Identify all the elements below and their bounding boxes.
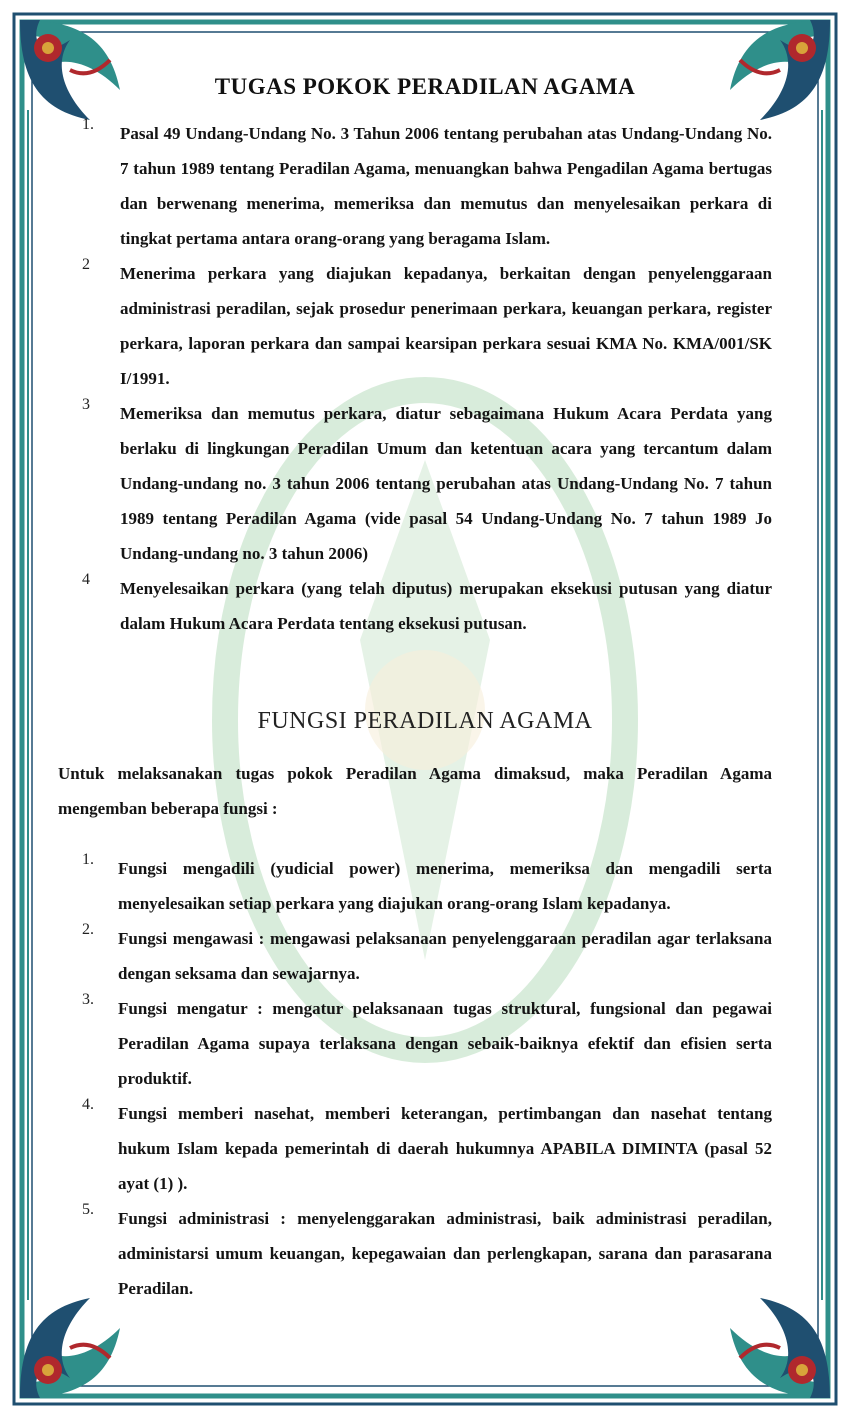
list-item xyxy=(82,571,772,641)
list-item-number: 3. xyxy=(82,991,94,1008)
tugas-pokok-title: TUGAS POKOK PERADILAN AGAMA xyxy=(214,74,636,99)
list-item xyxy=(82,921,772,991)
list-item-number: 2 xyxy=(82,256,90,273)
list-item-text: Fungsi memberi nasehat, memberi keterangan, pertimbangan dan nasehat tentang hukum Islam kepada pemerintah di daerah hukumnya APABILA DIMINTA (pasal 52 ayat (1) ). xyxy=(118,1104,772,1193)
list-item xyxy=(82,1201,772,1306)
list-item xyxy=(82,396,772,571)
list-item-number: 4. xyxy=(82,1096,94,1113)
list-item xyxy=(82,991,772,1096)
list-item-number: 4 xyxy=(82,571,90,588)
list-item-number: 1. xyxy=(82,851,94,868)
tugas-pokok-list xyxy=(82,116,772,641)
list-item xyxy=(82,256,772,396)
list-item-text: Fungsi administrasi : menyelenggarakan administrasi, baik administrasi peradilan, administarsi umum keuangan, kepegawaian dan perlengkapan, sarana dan parasarana Peradilan. xyxy=(118,1209,772,1298)
list-item-text: Fungsi mengatur : mengatur pelaksanaan tugas struktural, fungsional dan pegawai Peradilan Agama supaya terlaksana dengan sebaik-baiknya efektif dan efisien serta produktif. xyxy=(118,999,772,1088)
list-item-number: 1. xyxy=(82,116,94,133)
list-item-number: 2. xyxy=(82,921,94,938)
list-item-text: Menerima perkara yang diajukan kepadanya, berkaitan dengan penyelenggaraan administrasi peradilan, sejak prosedur penerimaan perkara, keuangan perkara, register perkara, laporan perkara dan sampai kearsipan perkara sesuai KMA No. KMA/001/SK I/1991. xyxy=(120,264,772,388)
list-item xyxy=(82,116,772,256)
list-item xyxy=(82,1096,772,1201)
fungsi-list xyxy=(82,851,772,1306)
list-item-text: Fungsi mengawasi : mengawasi pelaksanaan penyelenggaraan peradilan agar terlaksana dengan seksama dan sewajarnya. xyxy=(118,929,772,983)
list-item-text: Menyelesaikan perkara (yang telah diputus) merupakan eksekusi putusan yang diatur dalam Hukum Acara Perdata tentang eksekusi putusan. xyxy=(120,579,772,633)
list-item-text: Fungsi mengadili (yudicial power) menerima, memeriksa dan mengadili serta menyelesaikan setiap perkara yang diajukan orang-orang Islam kepadanya. xyxy=(118,859,772,913)
fungsi-intro-paragraph: Untuk melaksanakan tugas pokok Peradilan Agama dimaksud, maka Peradilan Agama mengemban beberapa fungsi : xyxy=(58,764,772,818)
list-item-text: Memeriksa dan memutus perkara, diatur sebagaimana Hukum Acara Perdata yang berlaku di lingkungan Peradilan Umum dan ketentuan acara yang tercantum dalam Undang-undang no. 3 tahun 2006 tentang perubahan atas Undang-Undang No. 7 tahun 1989 tentang Peradilan Agama (vide pasal 54 Undang-Undang No. 7 tahun 1989 Jo Undang-undang no. 3 tahun 2006) xyxy=(120,404,772,563)
list-item xyxy=(82,851,772,921)
list-item-number: 5. xyxy=(82,1201,94,1218)
fungsi-title: FUNGSI PERADILAN AGAMA xyxy=(257,708,593,734)
list-item-number: 3 xyxy=(82,396,90,413)
list-item-text: Pasal 49 Undang-Undang No. 3 Tahun 2006 tentang perubahan atas Undang-Undang No. 7 tahun 1989 tentang Peradilan Agama, menuangkan bahwa Pengadilan Agama bertugas dan berwenang menerima, memeriksa dan memutus dan menyelesaikan perkara di tingkat pertama antara orang-orang yang beragama Islam. xyxy=(120,124,772,248)
